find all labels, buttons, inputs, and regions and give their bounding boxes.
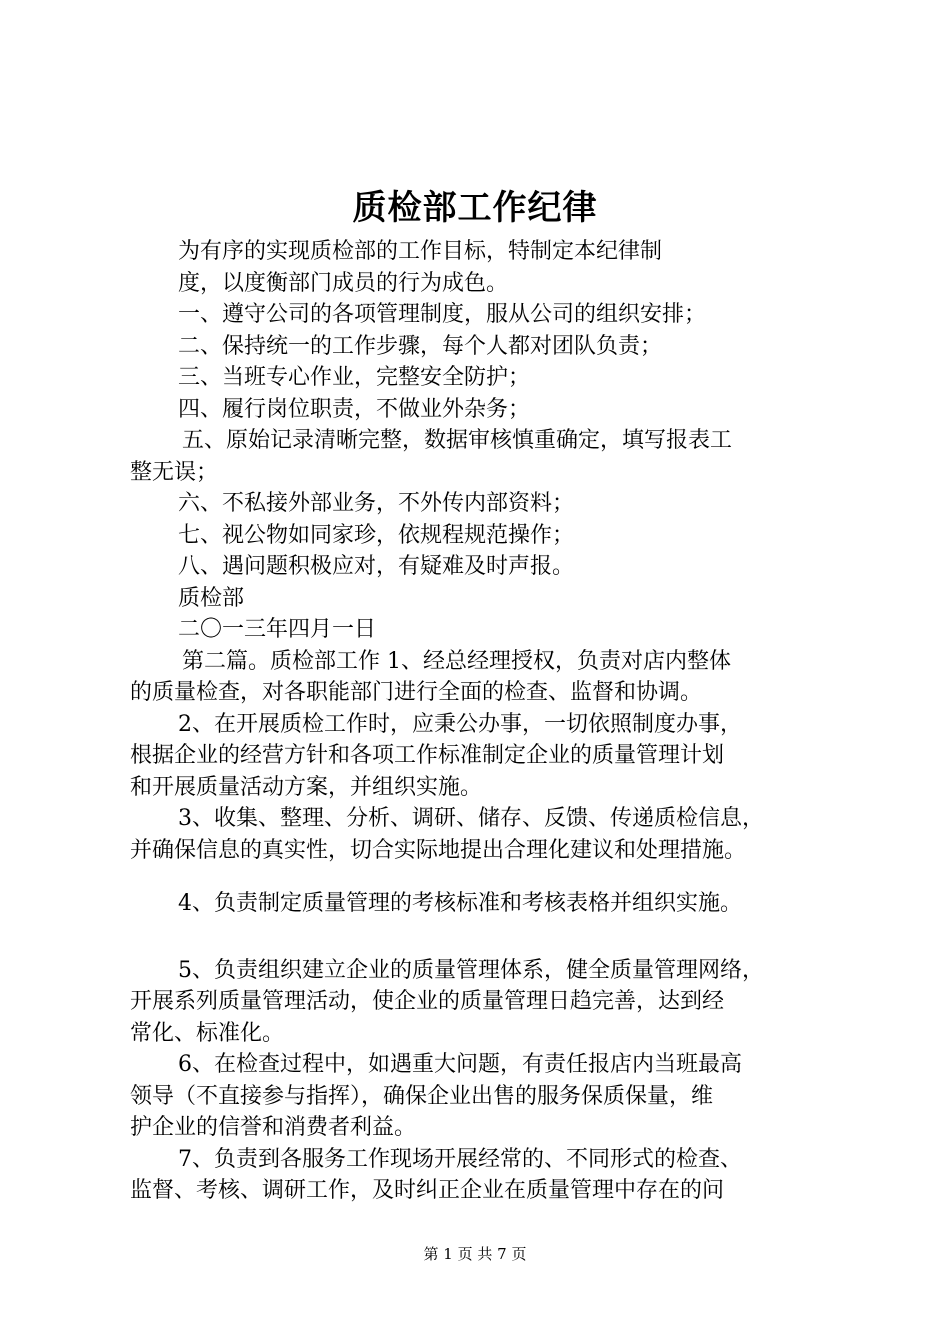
paragraph-line: 并确保信息的真实性，切合实际地提出合理化建议和处理措施。 — [130, 837, 747, 863]
paragraph-line: 3、收集、整理、分析、调研、储存、反馈、传递质检信息， — [178, 806, 764, 831]
paragraph-line: 护企业的信誉和消费者利益。 — [130, 1115, 417, 1140]
paragraph-line: 整无误； — [130, 459, 219, 485]
paragraph-line: 八、遇问题积极应对，有疑难及时声报。 — [178, 554, 575, 579]
paragraph-line: 的质量检查，对各职能部门进行全面的检查、监督和协调。 — [130, 680, 703, 705]
paragraph-line: 二、保持统一的工作步骤，每个人都对团队负责； — [178, 333, 663, 359]
paragraph-line: 为有序的实现质检部的工作目标，特制定本纪律制 — [178, 239, 663, 264]
paragraph-line: 度，以度衡部门成员的行为成色。 — [178, 270, 509, 296]
paragraph-line: 根据企业的经营方针和各项工作标准制定企业的质量管理计划 — [130, 743, 725, 768]
paragraph-line: 5、负责组织建立企业的质量管理体系，健全质量管理网络， — [178, 957, 764, 983]
paragraph-line: 监督、考核、调研工作，及时纠正企业在质量管理中存在的问 — [130, 1178, 725, 1203]
document-title: 质检部工作纪律 — [352, 188, 598, 228]
paragraph-line: 五、原始记录清晰完整，数据审核慎重确定，填写报表工 — [182, 428, 733, 453]
paragraph-line: 6、在检查过程中，如遇重大问题，有责任报店内当班最高 — [178, 1052, 742, 1077]
paragraph-line: 七、视公物如同家珍，依规程规范操作； — [178, 522, 575, 548]
paragraph-line: 六、不私接外部业务，不外传内部资料； — [178, 491, 575, 516]
signature-date: 二〇一三年四月一日 — [178, 617, 377, 642]
paragraph-line: 2、在开展质检工作时，应秉公办事，一切依照制度办事， — [178, 711, 742, 737]
paragraph-line: 和开展质量活动方案，并组织实施。 — [130, 774, 483, 800]
paragraph-line: 三、当班专心作业，完整安全防护； — [178, 365, 531, 390]
paragraph-line: 开展系列质量管理活动，使企业的质量管理日趋完善，达到经 — [130, 989, 725, 1014]
paragraph-line: 常化、标准化。 — [130, 1020, 285, 1046]
paragraph-line: 四、履行岗位职责，不做业外杂务； — [178, 396, 531, 422]
paragraph-line: 7、负责到各服务工作现场开展经常的、不同形式的检查、 — [178, 1146, 742, 1172]
page-number: 第 1 页 共 7 页 — [423, 1245, 527, 1263]
paragraph-line: 一、遵守公司的各项管理制度，服从公司的组织安排； — [178, 302, 707, 327]
paragraph-line: 4、负责制定质量管理的考核标准和考核表格并组织实施。 — [178, 891, 742, 916]
paragraph-line: 第二篇。质检部工作 1、经总经理授权，负责对店内整体 — [182, 648, 731, 674]
signature-department: 质检部 — [178, 585, 245, 611]
paragraph-line: 领导（不直接参与指挥），确保企业出售的服务保质保量，维 — [130, 1083, 714, 1109]
document-body — [130, 236, 830, 1207]
